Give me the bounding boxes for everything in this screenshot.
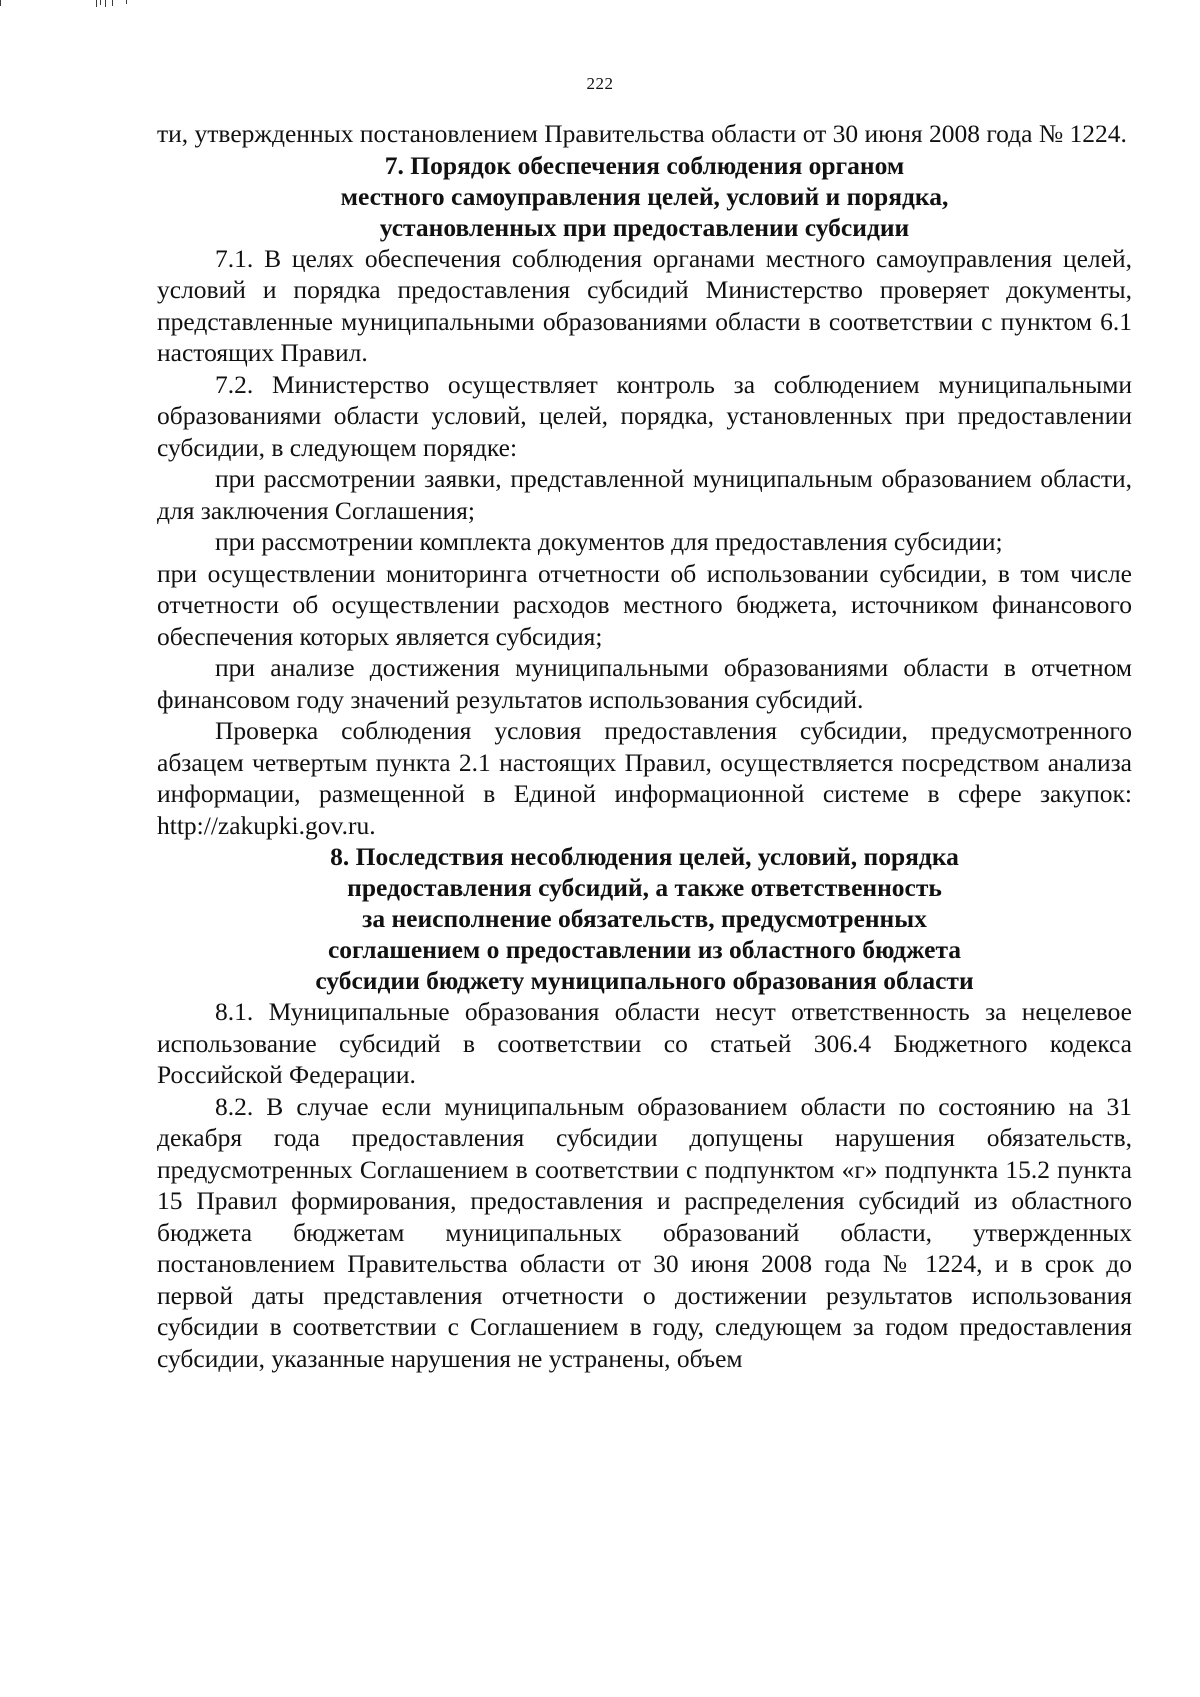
section-8-heading-line: соглашением о предоставлении из областного бюджета bbox=[327, 935, 962, 964]
section-8-heading bbox=[157, 841, 1132, 996]
list-item-reporting-monitoring: при осуществлении мониторинга отчетности об использовании субсидии, в том числе отчетности об осуществлении расходов местного бюджета, источником финансового обеспечения которых является субсидия; bbox=[157, 558, 1132, 651]
scan-edge-marks bbox=[0, 0, 150, 8]
paragraph-procurement-check: Проверка соблюдения условия предоставления субсидии, предусмотренного абзацем четвертым пункта 2.1 настоящих Правил, осуществляется посредством анализа информации, размещенной в Единой информационной системе в сфере закупок: http://zakupki.gov.ru. bbox=[157, 716, 1132, 840]
section-8-heading-line: за неисполнение обязательств, предусмотренных bbox=[362, 904, 927, 933]
list-item-documents-review: при рассмотрении комплекта документов для предоставления субсидии; bbox=[215, 527, 1003, 556]
document-body bbox=[157, 118, 1132, 1374]
paragraph-8-2: 8.2. В случае если муниципальным образованием области по состоянию на 31 декабря года предоставления субсидии допущены нарушения обязательств, предусмотренных Соглашением в соответствии с подпунктом «г» подпункта 15.2 пункта 15 Правил формирования, предоставления и распределения субсидий из областного бюджета бюджетам муниципальных образований области, утвержденных постановлением Правительства области от 30 июня 2008 года № 1224, и в срок до первой даты представления отчетности о достижении результатов использования субсидии в соответствии с Соглашением в году, следующем за годом предоставления субсидии, указанные нарушения не устранены, объем bbox=[157, 1091, 1132, 1373]
section-8-heading-line: 8. Последствия несоблюдения целей, условий, порядка bbox=[330, 842, 959, 871]
section-7-heading-line: 7. Порядок обеспечения соблюдения органом bbox=[384, 150, 905, 180]
section-8-heading-line: субсидии бюджету муниципального образования области bbox=[315, 966, 974, 995]
intro-paragraph: ти, утвержденных постановлением Правительства области от 30 июня 2008 года № 1224. bbox=[157, 119, 1127, 148]
section-7-heading-line: местного самоуправления целей, условий и порядка, bbox=[340, 181, 949, 211]
page-number: 222 bbox=[586, 74, 614, 93]
paragraph-8-1: 8.1. Муниципальные образования области несут ответственность за нецелевое использование субсидий в соответствии со статьей 306.4 Бюджетного кодекса Российской Федерации. bbox=[157, 997, 1132, 1089]
paragraph-7-2: 7.2. Министерство осуществляет контроль за соблюдением муниципальными образованиями области условий, целей, порядка, установленных при предоставлении субсидии, в следующем порядке: bbox=[157, 369, 1132, 462]
list-item-application-review: при рассмотрении заявки, представленной муниципальным образованием области, для заключения Соглашения; bbox=[157, 464, 1132, 525]
section-8-heading-line: предоставления субсидий, а также ответственность bbox=[347, 873, 942, 902]
section-7-heading-line: установленных при предоставлении субсидии bbox=[379, 212, 910, 242]
list-item-results-analysis: при анализе достижения муниципальными образованиями области в отчетном финансовом году значений результатов использования субсидий. bbox=[157, 653, 1132, 714]
paragraph-7-1: 7.1. В целях обеспечения соблюдения органами местного самоуправления целей, условий и порядка предоставления субсидий Министерство проверяет документы, представленные муниципальными образованиями области в соответствии с пунктом 6.1 настоящих Правил. bbox=[157, 243, 1132, 367]
section-7-heading bbox=[157, 150, 1132, 243]
